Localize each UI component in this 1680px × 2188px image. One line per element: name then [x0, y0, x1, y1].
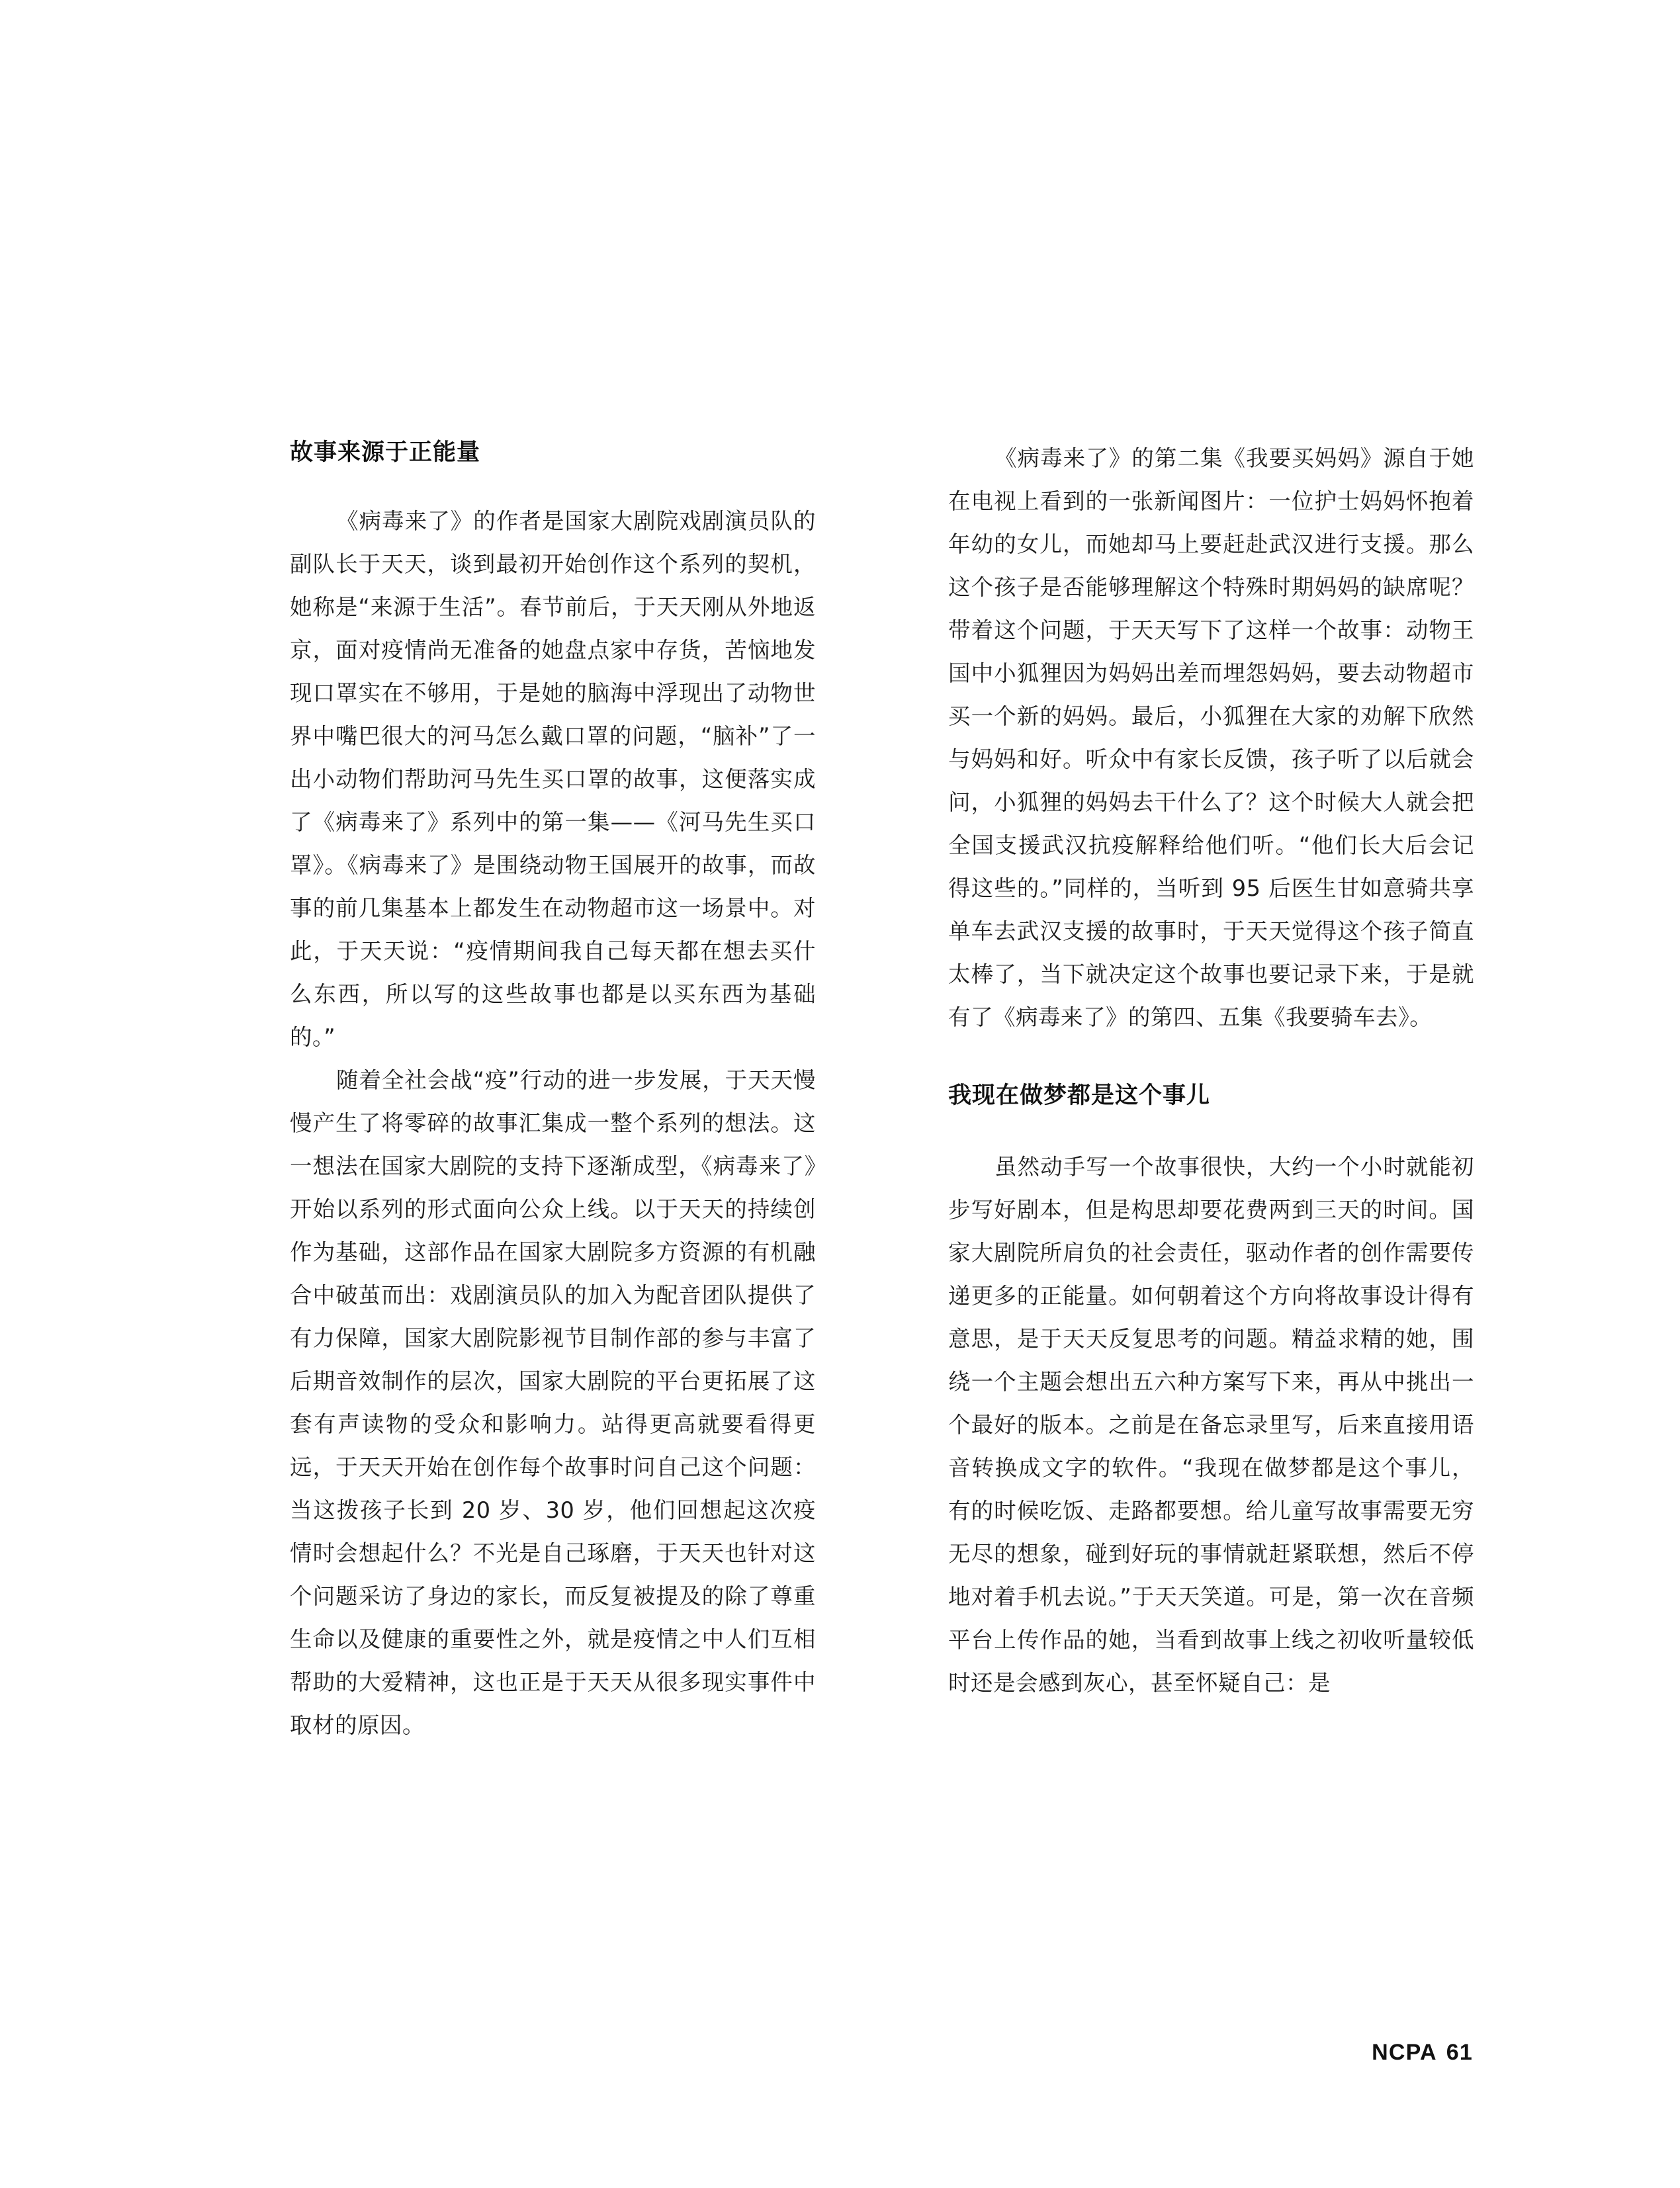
left-column-paragraph-2: 随着全社会战“疫”行动的进一步发展，于天天慢慢产生了将零碎的故事汇集成一整个系列的想法。这一想法在国家大剧院的支持下逐渐成型，《病毒来了》开始以系列的形式面向公众上线。以于天天的持续创作为基础，这部作品在国家大剧院多方资源的有机融合中破茧而出：戏剧演员队的加入为配音团队提供了有力保障，国家大剧院影视节目制作部的参与丰富了后期音效制作的层次，国家大剧院的平台更拓展了这套有声读物的受众和影响力。站得更高就要看得更远，于天天开始在创作每个故事时问自己这个问题：当这拨孩子长到 20 岁、30 岁，他们回想起这次疫情时会想起什么？不光是自己琢磨，于天天也针对这个问题采访了身边的家长，而反复被提及的除了尊重生命以及健康的重要性之外，就是疫情之中人们互相帮助的大爱精神，这也正是于天天从很多现实事件中取材的原因。: [290, 1067, 816, 1738]
left-column-heading: 故事来源于正能量: [290, 439, 481, 466]
right-column: [948, 437, 1474, 1747]
right-column-paragraph-2: 虽然动手写一个故事很快，大约一个小时就能初步写好剧本，但是构思却要花费两到三天的时间。国家大剧院所肩负的社会责任，驱动作者的创作需要传递更多的正能量。如何朝着这个方向将故事设计得有意思，是于天天反复思考的问题。精益求精的她，围绕一个主题会想出五六种方案写下来，再从中挑出一个最好的版本。之前是在备忘录里写，后来直接用语音转换成文字的软件。“我现在做梦都是这个事儿，有的时候吃饭、走路都要想。给儿童写故事需要无穷无尽的想象，碰到好玩的事情就赶紧联想，然后不停地对着手机去说。”于天天笑道。可是，第一次在音频平台上传作品的她，当看到故事上线之初收听量较低时还是会感到灰心，甚至怀疑自己：是: [948, 1154, 1474, 1696]
right-column-heading: 我现在做梦都是这个事儿: [948, 1082, 1211, 1109]
publication-name: NCPA: [1372, 2040, 1437, 2065]
page-footer: [1372, 2040, 1473, 2066]
left-column-paragraph-1: 《病毒来了》的作者是国家大剧院戏剧演员队的副队长于天天，谈到最初开始创作这个系列的契机，她称是“来源于生活”。春节前后，于天天刚从外地返京，面对疫情尚无准备的她盘点家中存货，苦恼地发现口罩实在不够用，于是她的脑海中浮现出了动物世界中嘴巴很大的河马怎么戴口罩的问题，“脑补”了一出小动物们帮助河马先生买口罩的故事，这便落实成了《病毒来了》系列中的第一集——《河马先生买口罩》。《病毒来了》是围绕动物王国展开的故事，而故事的前几集基本上都发生在动物超市这一场景中。对此，于天天说：“疫情期间我自己每天都在想去买什么东西，所以写的这些故事也都是以买东西为基础的。”: [290, 508, 816, 1050]
right-column-paragraph-1: 《病毒来了》的第二集《我要买妈妈》源自于她在电视上看到的一张新闻图片：一位护士妈妈怀抱着年幼的女儿，而她却马上要赶赴武汉进行支援。那么这个孩子是否能够理解这个特殊时期妈妈的缺席呢？带着这个问题，于天天写下了这样一个故事：动物王国中小狐狸因为妈妈出差而埋怨妈妈，要去动物超市买一个新的妈妈。最后，小狐狸在大家的劝解下欣然与妈妈和好。听众中有家长反馈，孩子听了以后就会问，小狐狸的妈妈去干什么了？这个时候大人就会把全国支援武汉抗疫解释给他们听。“他们长大后会记得这些的。”同样的，当听到 95 后医生甘如意骑共享单车去武汉支援的故事时，于天天觉得这个孩子简直太棒了，当下就决定这个故事也要记录下来，于是就有了《病毒来了》的第四、五集《我要骑车去》。: [948, 445, 1474, 1030]
two-column-body: [290, 437, 1474, 1747]
page-number: 61: [1446, 2040, 1473, 2065]
left-column: [290, 437, 816, 1747]
